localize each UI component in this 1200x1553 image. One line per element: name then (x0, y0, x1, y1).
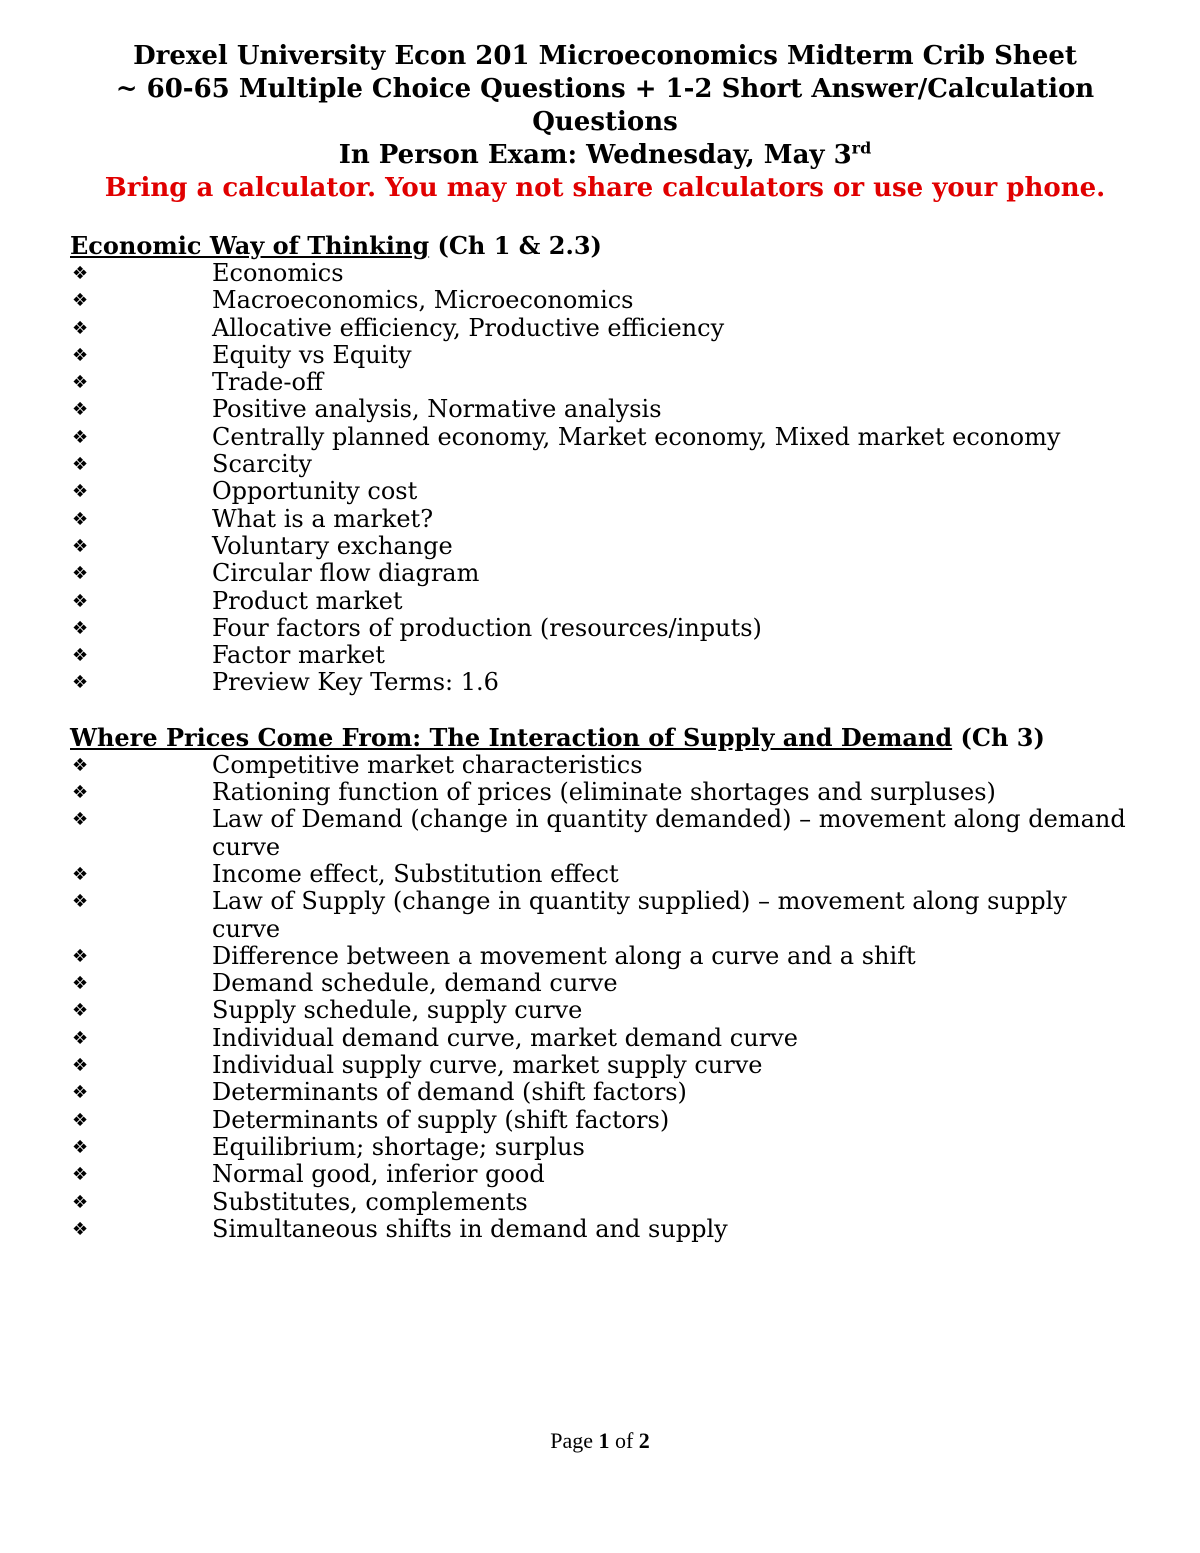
calculator-notice: Bring a calculator. You may not share calculators or use your phone. (104, 173, 1106, 203)
list-item (70, 478, 1140, 505)
list-item-text: What is a market? (212, 504, 434, 533)
list-item (70, 1079, 1140, 1106)
diamond-bullet-icon: ❖ (72, 535, 89, 557)
page-footer (0, 1428, 1200, 1454)
diamond-bullet-icon: ❖ (72, 645, 89, 667)
diamond-bullet-icon: ❖ (72, 344, 89, 366)
diamond-bullet-icon: ❖ (72, 508, 89, 530)
topic-list (70, 752, 1140, 1243)
diamond-bullet-icon: ❖ (72, 1164, 89, 1186)
diamond-bullet-icon: ❖ (72, 1027, 89, 1049)
diamond-bullet-icon: ❖ (72, 1055, 89, 1077)
diamond-bullet-icon: ❖ (72, 1136, 89, 1158)
diamond-bullet-icon: ❖ (72, 563, 89, 585)
diamond-bullet-icon: ❖ (72, 481, 89, 503)
diamond-bullet-icon: ❖ (72, 1082, 89, 1104)
list-item (70, 260, 1140, 287)
list-item (70, 1189, 1140, 1216)
diamond-bullet-icon: ❖ (72, 617, 89, 639)
topic-list (70, 260, 1140, 697)
list-item-text: Demand schedule, demand curve (212, 969, 618, 998)
list-item (70, 1134, 1140, 1161)
list-item-text: Product market (212, 586, 403, 615)
list-item (70, 588, 1140, 615)
document-header (70, 40, 1140, 205)
list-item-text: Equilibrium; shortage; surplus (212, 1132, 585, 1161)
list-item-text: Centrally planned economy, Market economy, Mixed market economy (212, 422, 1061, 451)
header-title: Drexel University Econ 201 Microeconomics Midterm Crib Sheet (133, 41, 1077, 71)
list-item-text: Law of Demand (change in quantity demanded) – movement along demand curve (212, 805, 1126, 861)
diamond-bullet-icon: ❖ (72, 863, 89, 885)
diamond-bullet-icon: ❖ (72, 372, 89, 394)
diamond-bullet-icon: ❖ (72, 809, 89, 831)
list-item-text: Four factors of production (resources/inputs) (212, 613, 762, 642)
section-title-underlined: Where Prices Come From: The Interaction of Supply and Demand (70, 722, 953, 752)
list-item (70, 1161, 1140, 1188)
header-exam-format-cont: Questions (532, 107, 678, 137)
diamond-bullet-icon: ❖ (72, 454, 89, 476)
page-number: 1 (598, 1428, 610, 1453)
section-title (70, 231, 1140, 260)
list-item-text: Determinants of demand (shift factors) (212, 1078, 687, 1107)
list-item (70, 1052, 1140, 1079)
list-item-text: Income effect, Substitution effect (212, 859, 619, 888)
list-item (70, 615, 1140, 642)
list-item-text: Preview Key Terms: 1.6 (212, 668, 499, 697)
list-item-text: Competitive market characteristics (212, 750, 643, 779)
list-item (70, 342, 1140, 369)
exam-date-text: In Person Exam: Wednesday, May 3 (338, 140, 852, 170)
header-exam-date (70, 139, 1140, 172)
diamond-bullet-icon: ❖ (72, 1109, 89, 1131)
list-item-text: Supply schedule, supply curve (212, 996, 583, 1025)
list-item-text: Determinants of supply (shift factors) (212, 1105, 670, 1134)
of-label: of (614, 1428, 634, 1453)
total-pages: 2 (638, 1428, 650, 1453)
header-exam-format: ~ 60-65 Multiple Choice Questions + 1-2 Short Answer/Calculation (115, 74, 1095, 104)
document-page (70, 40, 1140, 1243)
list-item (70, 669, 1140, 696)
page-label: Page (550, 1428, 593, 1453)
list-item-text: Positive analysis, Normative analysis (212, 395, 662, 424)
list-item (70, 315, 1140, 342)
date-ordinal-suffix: rd (851, 138, 872, 158)
list-item-text: Difference between a movement along a curve and a shift (212, 941, 916, 970)
list-item (70, 943, 1140, 970)
list-item (70, 806, 1140, 861)
diamond-bullet-icon: ❖ (72, 263, 89, 284)
list-item (70, 642, 1140, 669)
diamond-bullet-icon: ❖ (72, 290, 89, 312)
list-item (70, 396, 1140, 423)
list-item-text: Macroeconomics, Microeconomics (212, 286, 634, 315)
list-item-text: Voluntary exchange (212, 531, 453, 560)
list-item (70, 533, 1140, 560)
list-item-text: Simultaneous shifts in demand and supply (212, 1214, 728, 1243)
list-item (70, 779, 1140, 806)
list-item (70, 997, 1140, 1024)
list-item (70, 560, 1140, 587)
list-item-text: Rationing function of prices (eliminate shortages and surpluses) (212, 778, 996, 807)
diamond-bullet-icon: ❖ (72, 754, 89, 776)
list-item (70, 752, 1140, 779)
diamond-bullet-icon: ❖ (72, 945, 89, 967)
list-item-text: Law of Supply (change in quantity supplied) – movement along supply curve (212, 887, 1067, 943)
diamond-bullet-icon: ❖ (72, 973, 89, 995)
list-item (70, 287, 1140, 314)
list-item (70, 506, 1140, 533)
list-item (70, 1216, 1140, 1243)
list-item (70, 888, 1140, 943)
diamond-bullet-icon: ❖ (72, 426, 89, 448)
list-item (70, 1107, 1140, 1134)
diamond-bullet-icon: ❖ (72, 1000, 89, 1022)
list-item (70, 451, 1140, 478)
section-title-chapters: (Ch 1 & 2.3) (429, 231, 602, 260)
list-item-text: Factor market (212, 641, 385, 670)
list-item-text: Circular flow diagram (212, 559, 480, 588)
list-item-text: Normal good, inferior good (212, 1160, 545, 1189)
section-title-underlined: Economic Way of Thinking (70, 231, 430, 260)
diamond-bullet-icon: ❖ (72, 1191, 89, 1213)
diamond-bullet-icon: ❖ (72, 891, 89, 913)
section-supply-and-demand (70, 723, 1140, 1243)
diamond-bullet-icon: ❖ (72, 399, 89, 421)
list-item (70, 1025, 1140, 1052)
section-economic-way-of-thinking (70, 231, 1140, 697)
diamond-bullet-icon: ❖ (72, 590, 89, 612)
list-item (70, 369, 1140, 396)
list-item (70, 424, 1140, 451)
list-item-text: Substitutes, complements (212, 1187, 528, 1216)
diamond-bullet-icon: ❖ (72, 672, 89, 694)
diamond-bullet-icon: ❖ (72, 317, 89, 339)
list-item (70, 970, 1140, 997)
list-item-text: Individual supply curve, market supply curve (212, 1051, 763, 1080)
list-item-text: Economics (212, 259, 344, 287)
diamond-bullet-icon: ❖ (72, 782, 89, 804)
list-item-text: Allocative efficiency, Productive efficiency (212, 313, 725, 342)
list-item-text: Trade-off (212, 368, 323, 397)
list-item (70, 861, 1140, 888)
list-item-text: Scarcity (212, 450, 312, 479)
list-item-text: Individual demand curve, market demand curve (212, 1023, 798, 1052)
diamond-bullet-icon: ❖ (72, 1218, 89, 1240)
list-item-text: Equity vs Equity (212, 340, 412, 369)
section-title (70, 723, 1140, 752)
list-item-text: Opportunity cost (212, 477, 418, 506)
section-title-chapters: (Ch 3) (952, 722, 1045, 752)
